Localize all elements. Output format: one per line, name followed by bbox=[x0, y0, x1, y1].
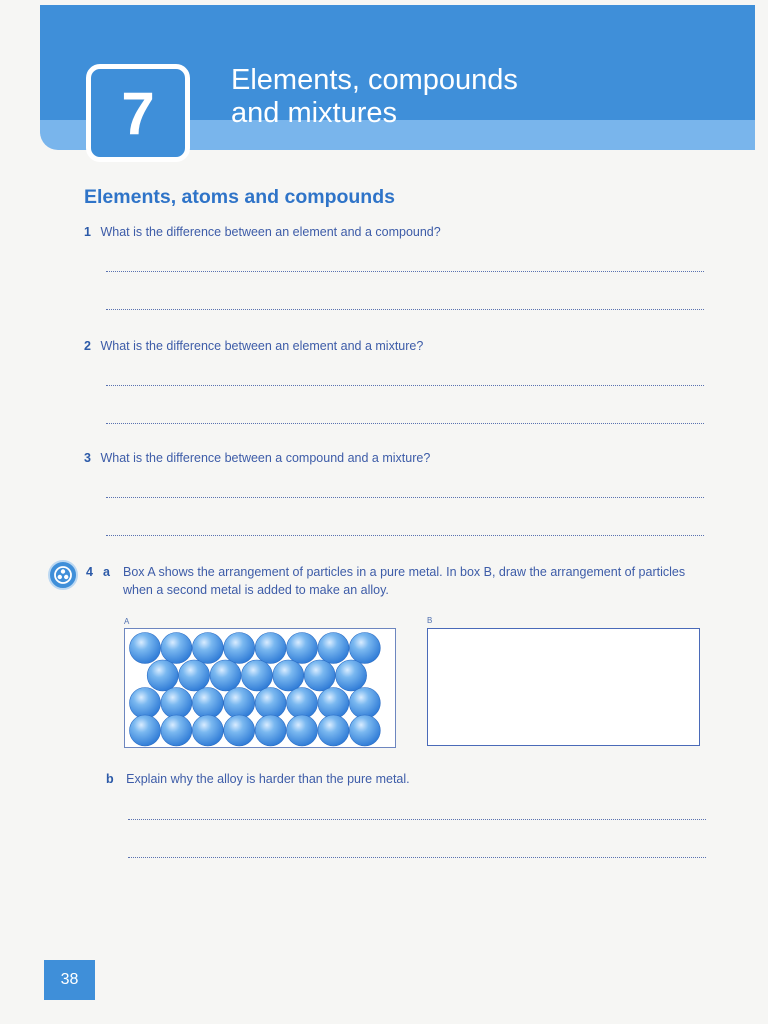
metal-particle bbox=[224, 633, 255, 664]
metal-particle bbox=[349, 715, 380, 746]
answer-line[interactable] bbox=[128, 857, 706, 858]
metal-particle bbox=[349, 633, 380, 664]
chapter-title bbox=[231, 64, 731, 130]
answer-line[interactable] bbox=[106, 271, 704, 272]
chapter-number: 7 bbox=[121, 79, 155, 147]
box-b-label: B bbox=[427, 616, 433, 625]
section-heading: Elements, atoms and compounds bbox=[84, 186, 395, 208]
metal-particle bbox=[224, 688, 255, 719]
answer-line[interactable] bbox=[106, 423, 704, 424]
question-4b bbox=[106, 772, 410, 786]
challenge-icon bbox=[48, 560, 78, 590]
metal-particle bbox=[224, 715, 255, 746]
metal-particle bbox=[210, 660, 241, 691]
question-2 bbox=[84, 339, 423, 353]
metal-particle bbox=[287, 715, 318, 746]
question-text: Explain why the alloy is harder than the pure metal. bbox=[126, 772, 410, 786]
metal-particle bbox=[130, 688, 161, 719]
metal-particle bbox=[147, 660, 178, 691]
metal-particle bbox=[192, 715, 223, 746]
question-text: What is the difference between an element and a compound? bbox=[100, 225, 441, 239]
metal-particle bbox=[318, 633, 349, 664]
question-part-letter: a bbox=[103, 565, 110, 579]
question-number: 2 bbox=[84, 339, 91, 353]
answer-line[interactable] bbox=[128, 819, 706, 820]
box-a-pure-metal bbox=[124, 628, 396, 748]
metal-particle bbox=[161, 633, 192, 664]
particle-diagram bbox=[125, 629, 395, 747]
metal-particle bbox=[130, 633, 161, 664]
question-4a bbox=[86, 563, 713, 599]
metal-particle bbox=[273, 660, 304, 691]
metal-particle bbox=[336, 660, 367, 691]
answer-line[interactable] bbox=[106, 535, 704, 536]
question-number: 1 bbox=[84, 225, 91, 239]
question-text: What is the difference between an element and a mixture? bbox=[100, 339, 424, 353]
metal-particle bbox=[192, 633, 223, 664]
answer-line[interactable] bbox=[106, 497, 704, 498]
box-b-drawing-area[interactable] bbox=[427, 628, 700, 746]
question-1 bbox=[84, 225, 441, 239]
metal-particle bbox=[287, 633, 318, 664]
page-number-text: 38 bbox=[60, 971, 79, 988]
question-number: 3 bbox=[84, 451, 91, 465]
metal-particle bbox=[255, 633, 286, 664]
metal-particle bbox=[161, 688, 192, 719]
page-number bbox=[44, 960, 95, 1000]
metal-particle bbox=[192, 688, 223, 719]
metal-particle bbox=[287, 688, 318, 719]
question-text: Box A shows the arrangement of particles in a pure metal. In box B, draw the arrangement of particles when a second metal is added to make an alloy. bbox=[123, 565, 686, 597]
metal-particle bbox=[304, 660, 335, 691]
metal-particle bbox=[255, 715, 286, 746]
answer-line[interactable] bbox=[106, 309, 704, 310]
question-part-letter: b bbox=[106, 772, 114, 786]
metal-particle bbox=[161, 715, 192, 746]
metal-particle bbox=[255, 688, 286, 719]
chapter-title-line2: and mixtures bbox=[231, 97, 398, 129]
metal-particle bbox=[241, 660, 272, 691]
metal-particle bbox=[349, 688, 380, 719]
box-a-label: A bbox=[124, 617, 130, 626]
chapter-title-line1: Elements, compounds bbox=[231, 64, 518, 96]
question-3 bbox=[84, 451, 430, 465]
chapter-number-badge bbox=[86, 64, 190, 162]
metal-particle bbox=[318, 688, 349, 719]
question-text: What is the difference between a compound and a mixture? bbox=[100, 451, 431, 465]
metal-particle bbox=[130, 715, 161, 746]
question-number: 4 bbox=[86, 565, 93, 579]
metal-particle bbox=[179, 660, 210, 691]
answer-line[interactable] bbox=[106, 385, 704, 386]
metal-particle bbox=[318, 715, 349, 746]
